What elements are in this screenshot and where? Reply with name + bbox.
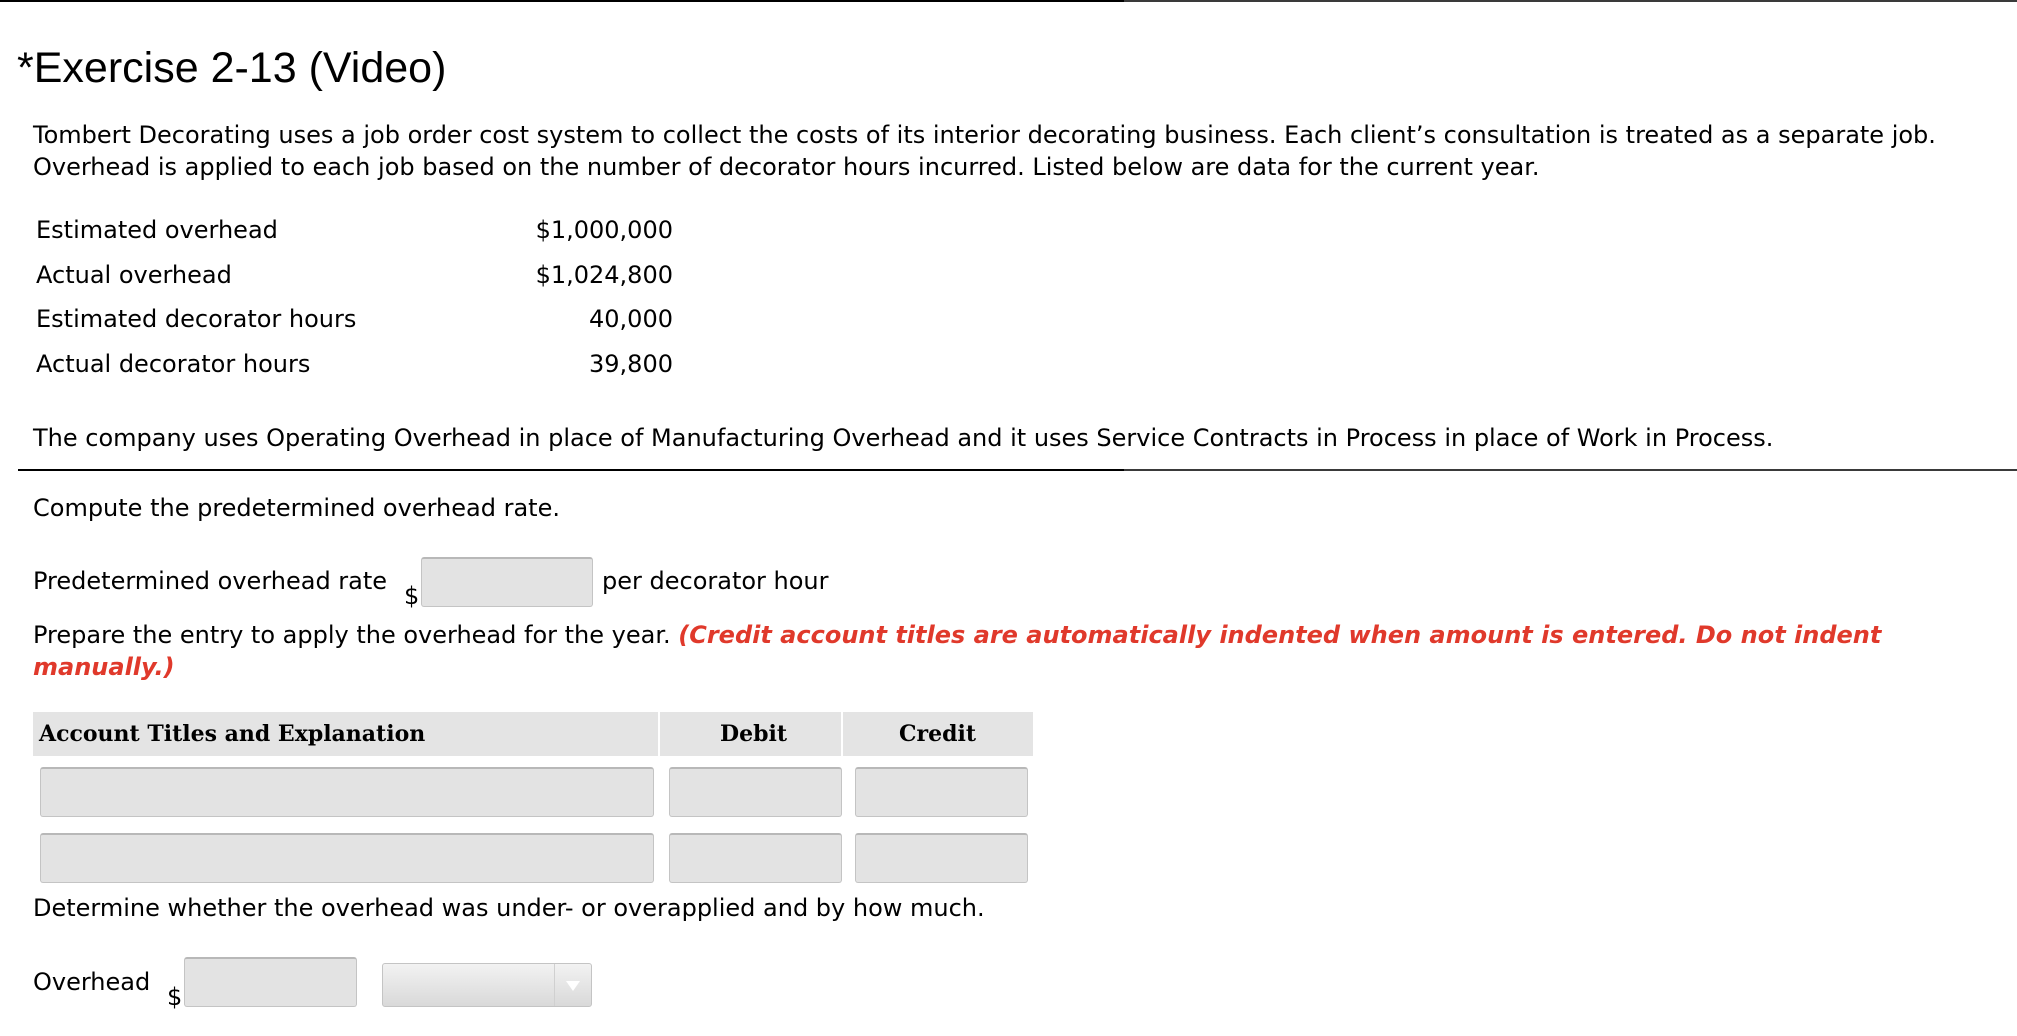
overhead-currency-symbol: $ (167, 983, 183, 1011)
part2-prompt: Prepare the entry to apply the overhead for the year. (33, 621, 671, 649)
data-label: Actual decorator hours (36, 349, 311, 378)
journal-account-input-2[interactable] (40, 833, 654, 883)
journal-header-row (33, 712, 1033, 756)
intro-text-line2: Overhead is applied to each job based on the number of decorator hours incurred. Listed below are data for the current year. (33, 153, 1540, 181)
section-divider (18, 469, 1124, 471)
data-value: $1,024,800 (535, 260, 673, 289)
part2-instruction: (Credit account titles are automatically indented when amount is entered. Do not indent manually.) (33, 621, 1882, 681)
data-value: $1,000,000 (535, 216, 673, 244)
overhead-label: Overhead (33, 968, 151, 996)
exercise-title: *Exercise 2-13 (Video) (17, 44, 447, 92)
data-value: 39,800 (589, 349, 673, 378)
data-value: 40,000 (589, 305, 673, 333)
header-debit: Debit (720, 721, 787, 747)
rate-currency-symbol: $ (404, 582, 420, 610)
part1-prompt: Compute the predetermined overhead rate. (33, 494, 560, 522)
rate-unit-label: per decorator hour (602, 567, 829, 595)
journal-credit-input-1[interactable] (855, 767, 1028, 817)
under-over-applied-select[interactable] (382, 963, 592, 1007)
part3-prompt: Determine whether the overhead was under- or overapplied and by how much. (33, 894, 985, 922)
header-separator (658, 712, 660, 756)
top-divider-right (1124, 0, 2017, 2)
rate-input[interactable] (421, 557, 593, 607)
journal-debit-input-1[interactable] (669, 767, 842, 817)
rate-label: Predetermined overhead rate (33, 567, 388, 595)
header-separator (841, 712, 843, 756)
data-label: Estimated overhead (36, 216, 278, 244)
header-account-titles: Account Titles and Explanation (39, 721, 426, 747)
journal-debit-input-2[interactable] (669, 833, 842, 883)
top-divider (0, 0, 1124, 2)
journal-account-input-1[interactable] (40, 767, 654, 817)
intro-text-line1: Tombert Decorating uses a job order cost system to collect the costs of its interior decorating business. Each client’s consultation is treated as a separate job. (33, 121, 1936, 149)
overhead-amount-input[interactable] (184, 957, 357, 1007)
section-divider-right (1124, 469, 2017, 471)
header-credit: Credit (899, 721, 976, 747)
data-label: Estimated decorator hours (36, 305, 357, 333)
journal-credit-input-2[interactable] (855, 833, 1028, 883)
note-text: The company uses Operating Overhead in place of Manufacturing Overhead and it uses Service Contracts in Process in place of Work in Process. (33, 424, 1774, 452)
chevron-down-icon[interactable] (554, 964, 591, 1006)
data-label: Actual overhead (36, 260, 232, 289)
part2-prompt-block (33, 619, 1933, 683)
